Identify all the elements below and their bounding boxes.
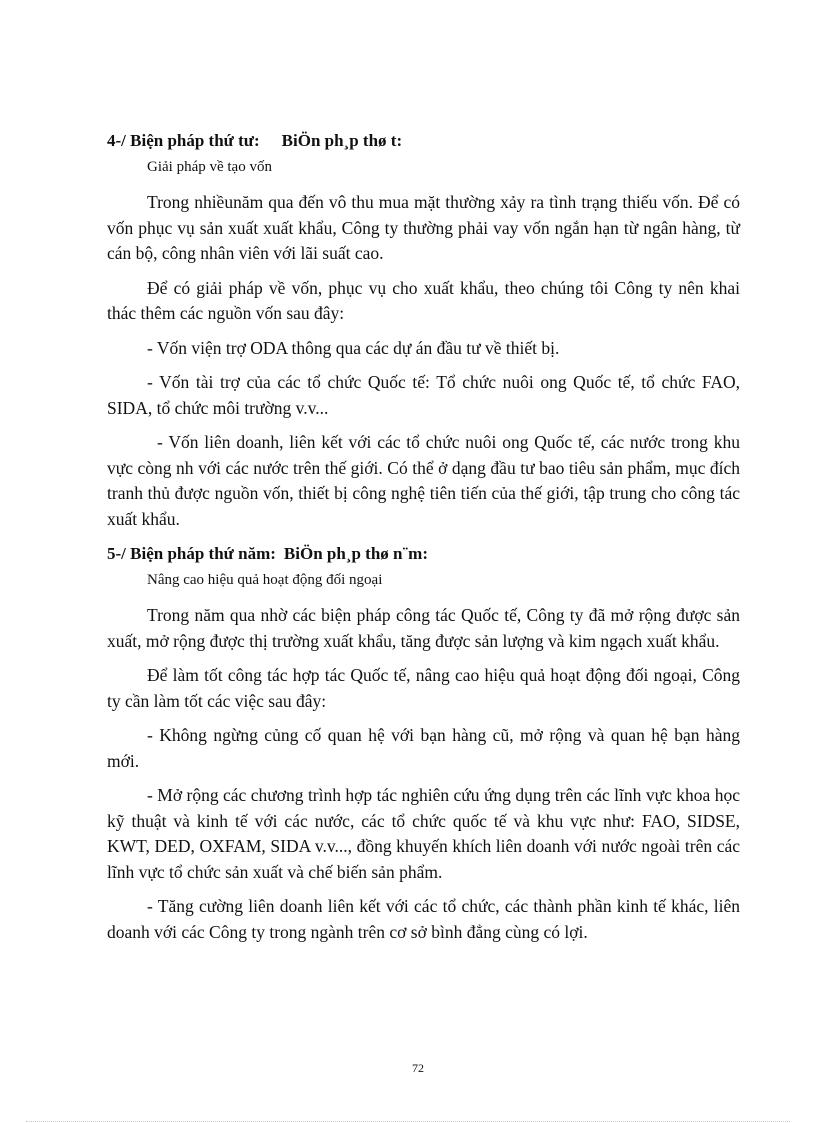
section-4-garbled-title: BiÖn ph¸p thø t: (281, 131, 403, 150)
paragraph: Để làm tốt công tác hợp tác Quốc tế, nâng cao hiệu quả hoạt động đối ngoại, Công ty cần làm tốt các việc sau đây: (107, 665, 740, 711)
page-content (107, 128, 740, 954)
paragraph: Để có giải pháp về vốn, phục vụ cho xuất khẩu, theo chúng tôi Công ty nên khai thác thêm các nguồn vốn sau đây: (107, 277, 740, 323)
section-5-heading (107, 541, 740, 567)
paragraph: Trong năm qua nhờ các biện pháp công tác Quốc tế, Công ty đã mở rộng được sản xuất, mở rộng được thị trường xuất khẩu, tăng được sản lượng và kim ngạch xuất khẩu. (107, 605, 740, 651)
bullet-paragraph: - Không ngừng củng cố quan hệ với bạn hàng cũ, mở rộng và quan hệ bạn hàng mới. (107, 725, 740, 771)
bullet-paragraph: - Mở rộng các chương trình hợp tác nghiên cứu ứng dụng trên các lĩnh vực khoa học kỹ thuật và kinh tế với các nước, các tổ chức quốc tế và khu vực như: FAO, SIDSE, KWT, DED, OXFAM, SIDA v.v..., đồng khuyến khích liên doanh với nước ngoài trên các lĩnh vực tổ chức sản xuất và chế biến sản phẩm. (107, 785, 740, 882)
section-5-title: 5-/ Biện pháp thứ năm: (107, 544, 276, 563)
bullet-paragraph: - Vốn viện trợ ODA thông qua các dự án đầu tư về thiết bị. (147, 337, 560, 358)
bullet-paragraph: - Tăng cường liên doanh liên kết với các tổ chức, các thành phần kinh tế khác, liên doanh với các Công ty trong ngành trên cơ sở bình đẳng cùng có lợi. (107, 896, 740, 942)
section-4-heading (107, 128, 740, 154)
section-5-subheading: Nâng cao hiệu quả hoạt động đối ngoại (147, 572, 383, 588)
section-5-garbled-title: BiÖn ph¸p thø n¨m: (283, 544, 428, 563)
section-4-title: 4-/ Biện pháp thứ tư: (107, 131, 260, 150)
page-bottom-divider (26, 1121, 790, 1122)
page-number: 72 (412, 1061, 424, 1075)
bullet-paragraph: - Vốn liên doanh, liên kết với các tổ chức nuôi ong Quốc tế, các nước trong khu vực còng nh với các nước trên thế giới. Có thể ở dạng đầu tư bao tiêu sản phẩm, mục đích tranh thủ được nguồn vốn, thiết bị công nghệ tiên tiến của thế giới, tập trung cho công tác xuất khẩu. (107, 432, 740, 529)
paragraph: Trong nhiềunăm qua đến vô thu mua mặt thường xảy ra tình trạng thiếu vốn. Để có vốn phục vụ sản xuất xuất khẩu, Công ty thường phải vay vốn ngắn hạn từ ngân hàng, từ cán bộ, công nhân viên với lãi suất cao. (107, 192, 740, 263)
bullet-paragraph: - Vốn tài trợ của các tổ chức Quốc tế: Tổ chức nuôi ong Quốc tế, tổ chức FAO, SIDA, tổ chức môi trường v.v... (107, 372, 740, 418)
section-4-subheading: Giải pháp về tạo vốn (147, 159, 272, 175)
